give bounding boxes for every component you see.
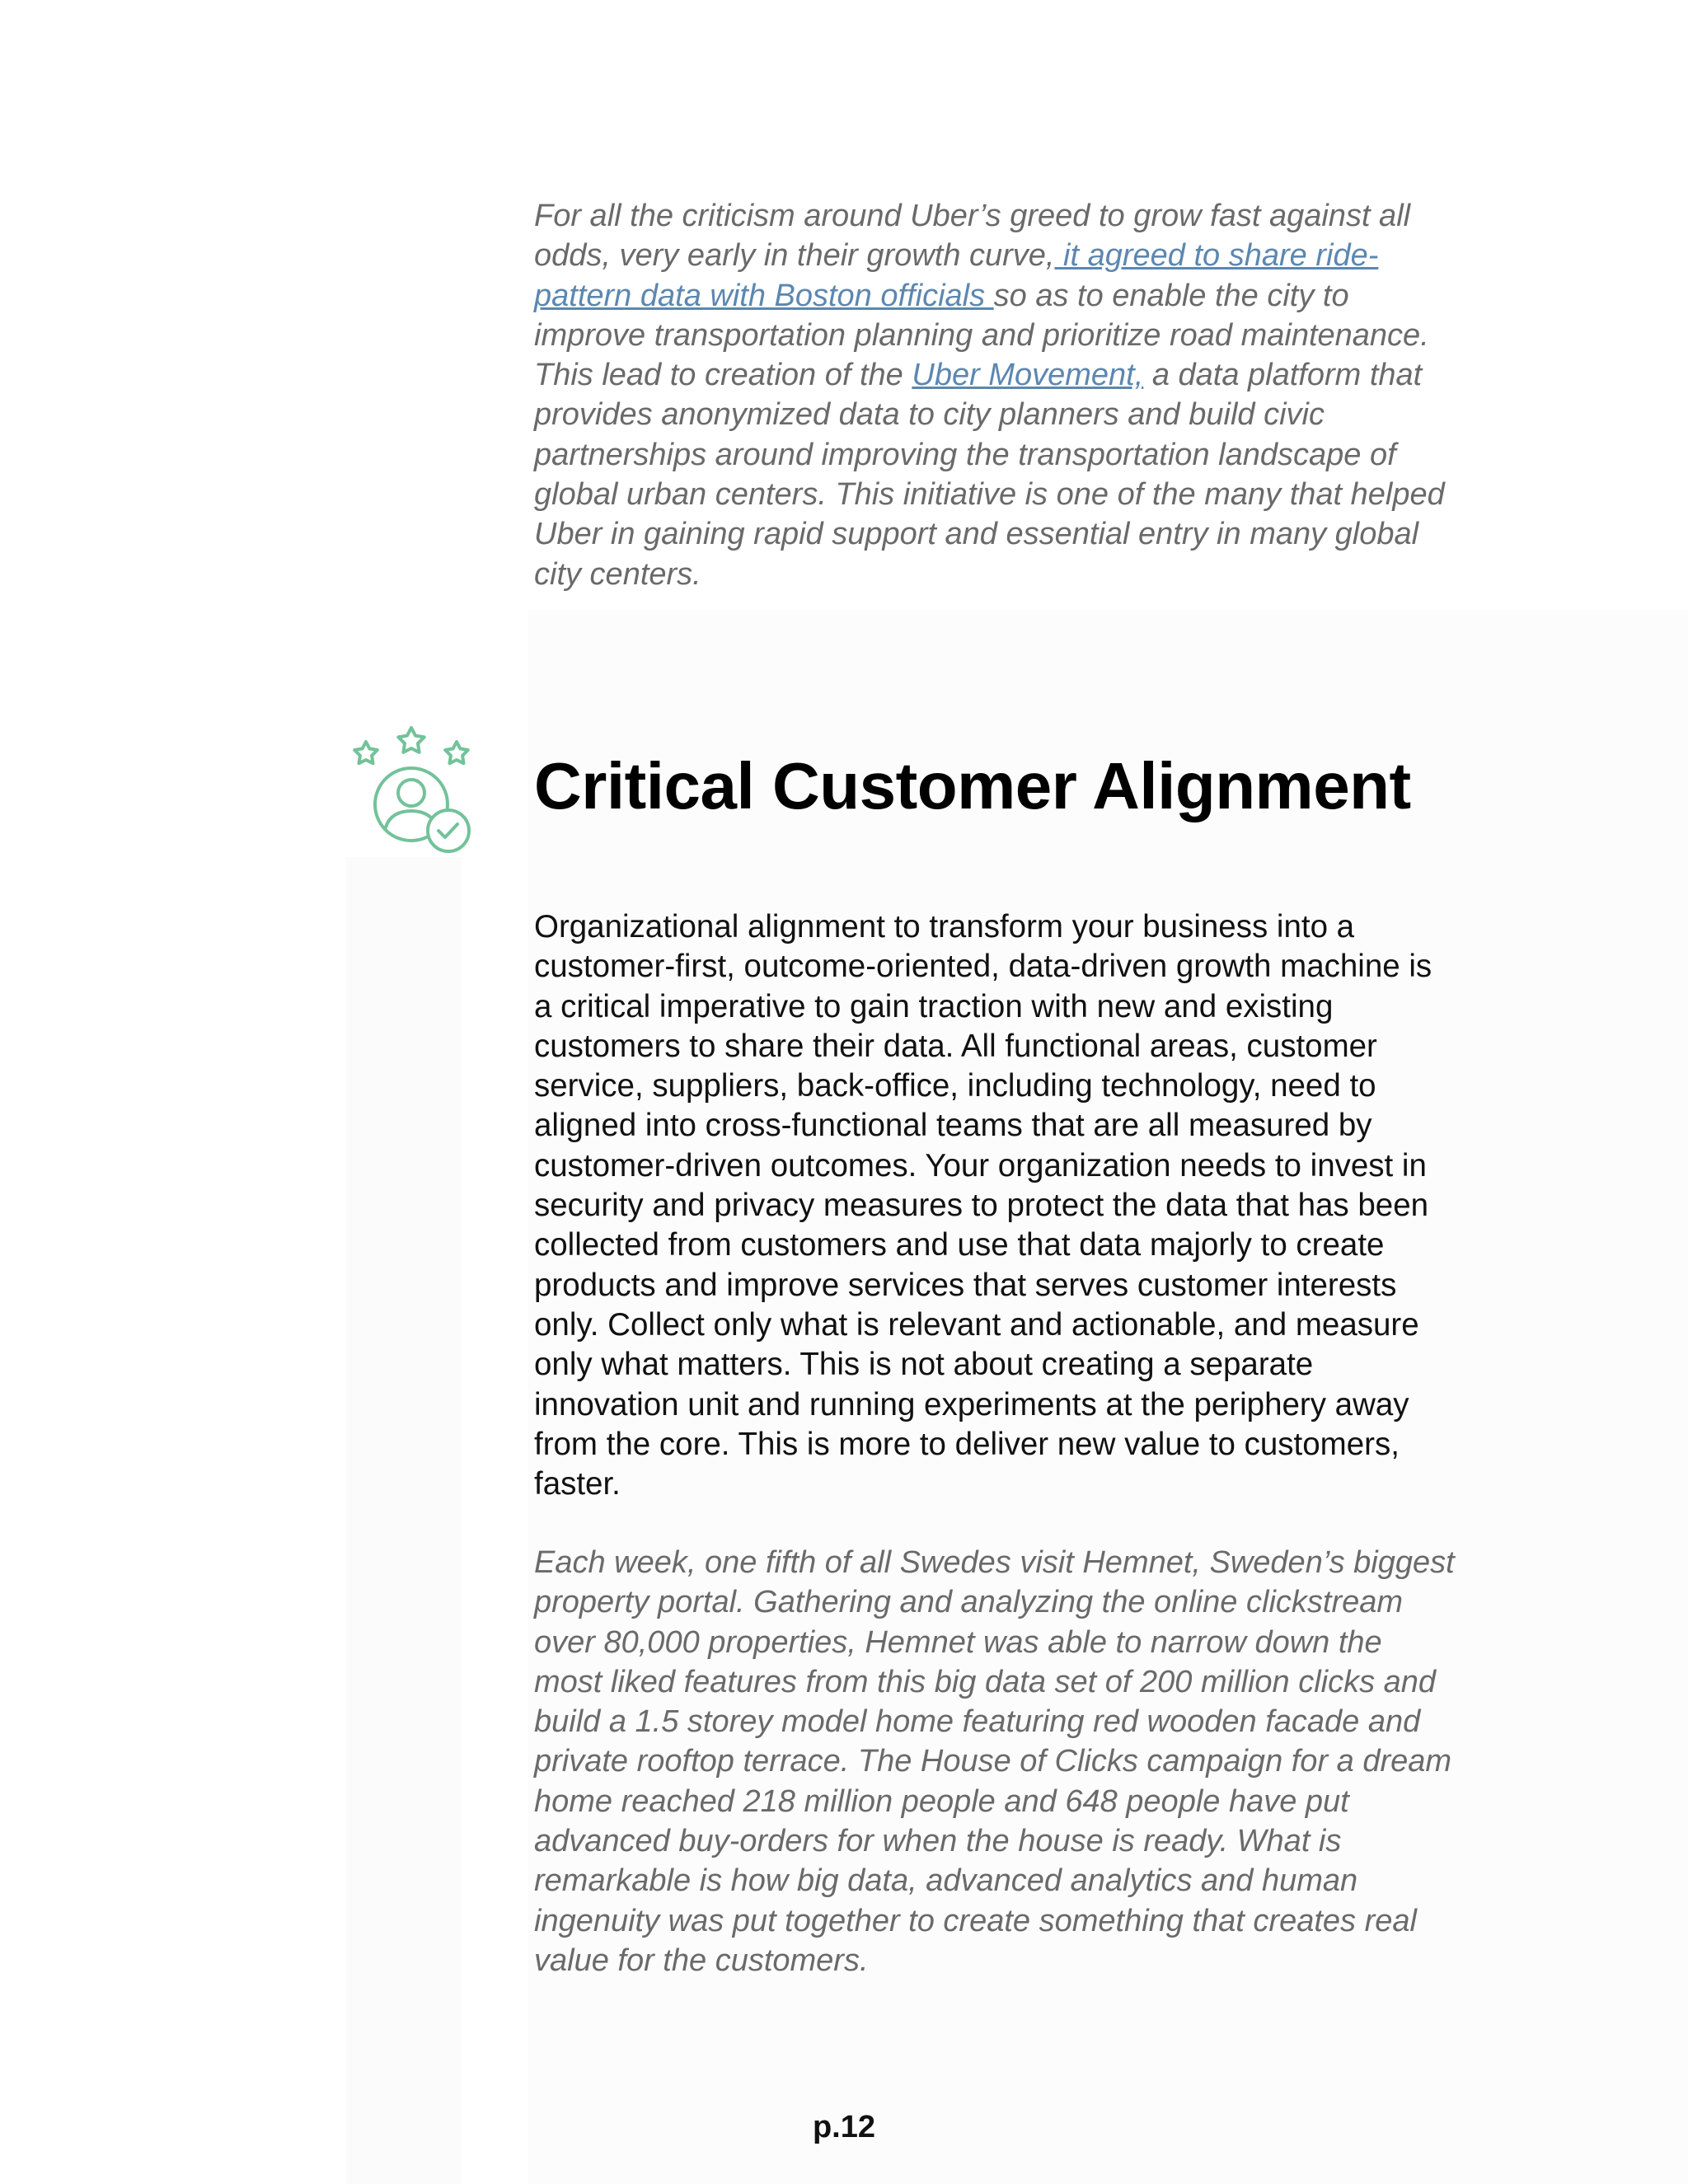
uber-case-paragraph xyxy=(534,196,1457,594)
section-heading: Critical Customer Alignment xyxy=(534,749,1411,823)
customer-rating-icon xyxy=(345,722,478,854)
section-body-paragraph: Organizational alignment to transform your business into a customer-first, outcome-oriented, data-driven growth machine is a critical imperative to gain traction with new and existing customers to share their data. All functional areas, customer service, suppliers, back-office, including technology, need to aligned into cross-functional teams that are all measured by customer-driven outcomes. Your organization needs to invest in security and privacy measures to protect the data that has been collected from customers and use that data majorly to create products and improve services that serves customer interests only. Collect only what is relevant and actionable, and measure only what matters. This is not about creating a separate innovation unit and running experiments at the periphery away from the core. This is more to deliver new value to customers, faster. xyxy=(534,909,1432,1502)
hemnet-case-paragraph: Each week, one fifth of all Swedes visit Hemnet, Sweden’s biggest property portal. Gathering and analyzing the online clickstream over 80,000 properties, Hemnet was able to narrow down the most liked features from this big data set of 200 million clicks and build a 1.5 storey model home featuring red wooden facade and private rooftop terrace. The House of Clicks campaign for a dream home reached 218 million people and 648 people have put advanced buy-orders for when the house is ready. What is remarkable is how big data, advanced analytics and human ingenuity was put together to create something that creates real value for the customers. xyxy=(534,1545,1455,1978)
star-icon xyxy=(354,742,377,763)
person-head xyxy=(398,780,424,806)
check-badge xyxy=(428,810,469,851)
background-panel-left xyxy=(346,857,462,2184)
uber-text-3: a data platform that provides anonymized data to city planners and build civic partnerships around improving the transportation landscape of global urban centers. This initiative is one of the many that helped Uber in gaining rapid support and essential entry in many global city centers. xyxy=(534,358,1445,592)
boston-data-link[interactable]: it agreed to share ride-pattern data with Boston officials xyxy=(534,238,1379,313)
star-icon xyxy=(445,742,468,763)
page-number: p.12 xyxy=(812,2110,876,2144)
uber-movement-link[interactable]: Uber Movement, xyxy=(912,358,1144,393)
star-icon xyxy=(398,728,424,752)
uber-text-2: so as to enable the city to improve transportation planning and prioritize road maintenance. This lead to creation of the xyxy=(534,278,1429,393)
uber-text-1: For all the criticism around Uber’s greed to grow fast against all odds, very early in their growth curve, xyxy=(534,199,1411,274)
